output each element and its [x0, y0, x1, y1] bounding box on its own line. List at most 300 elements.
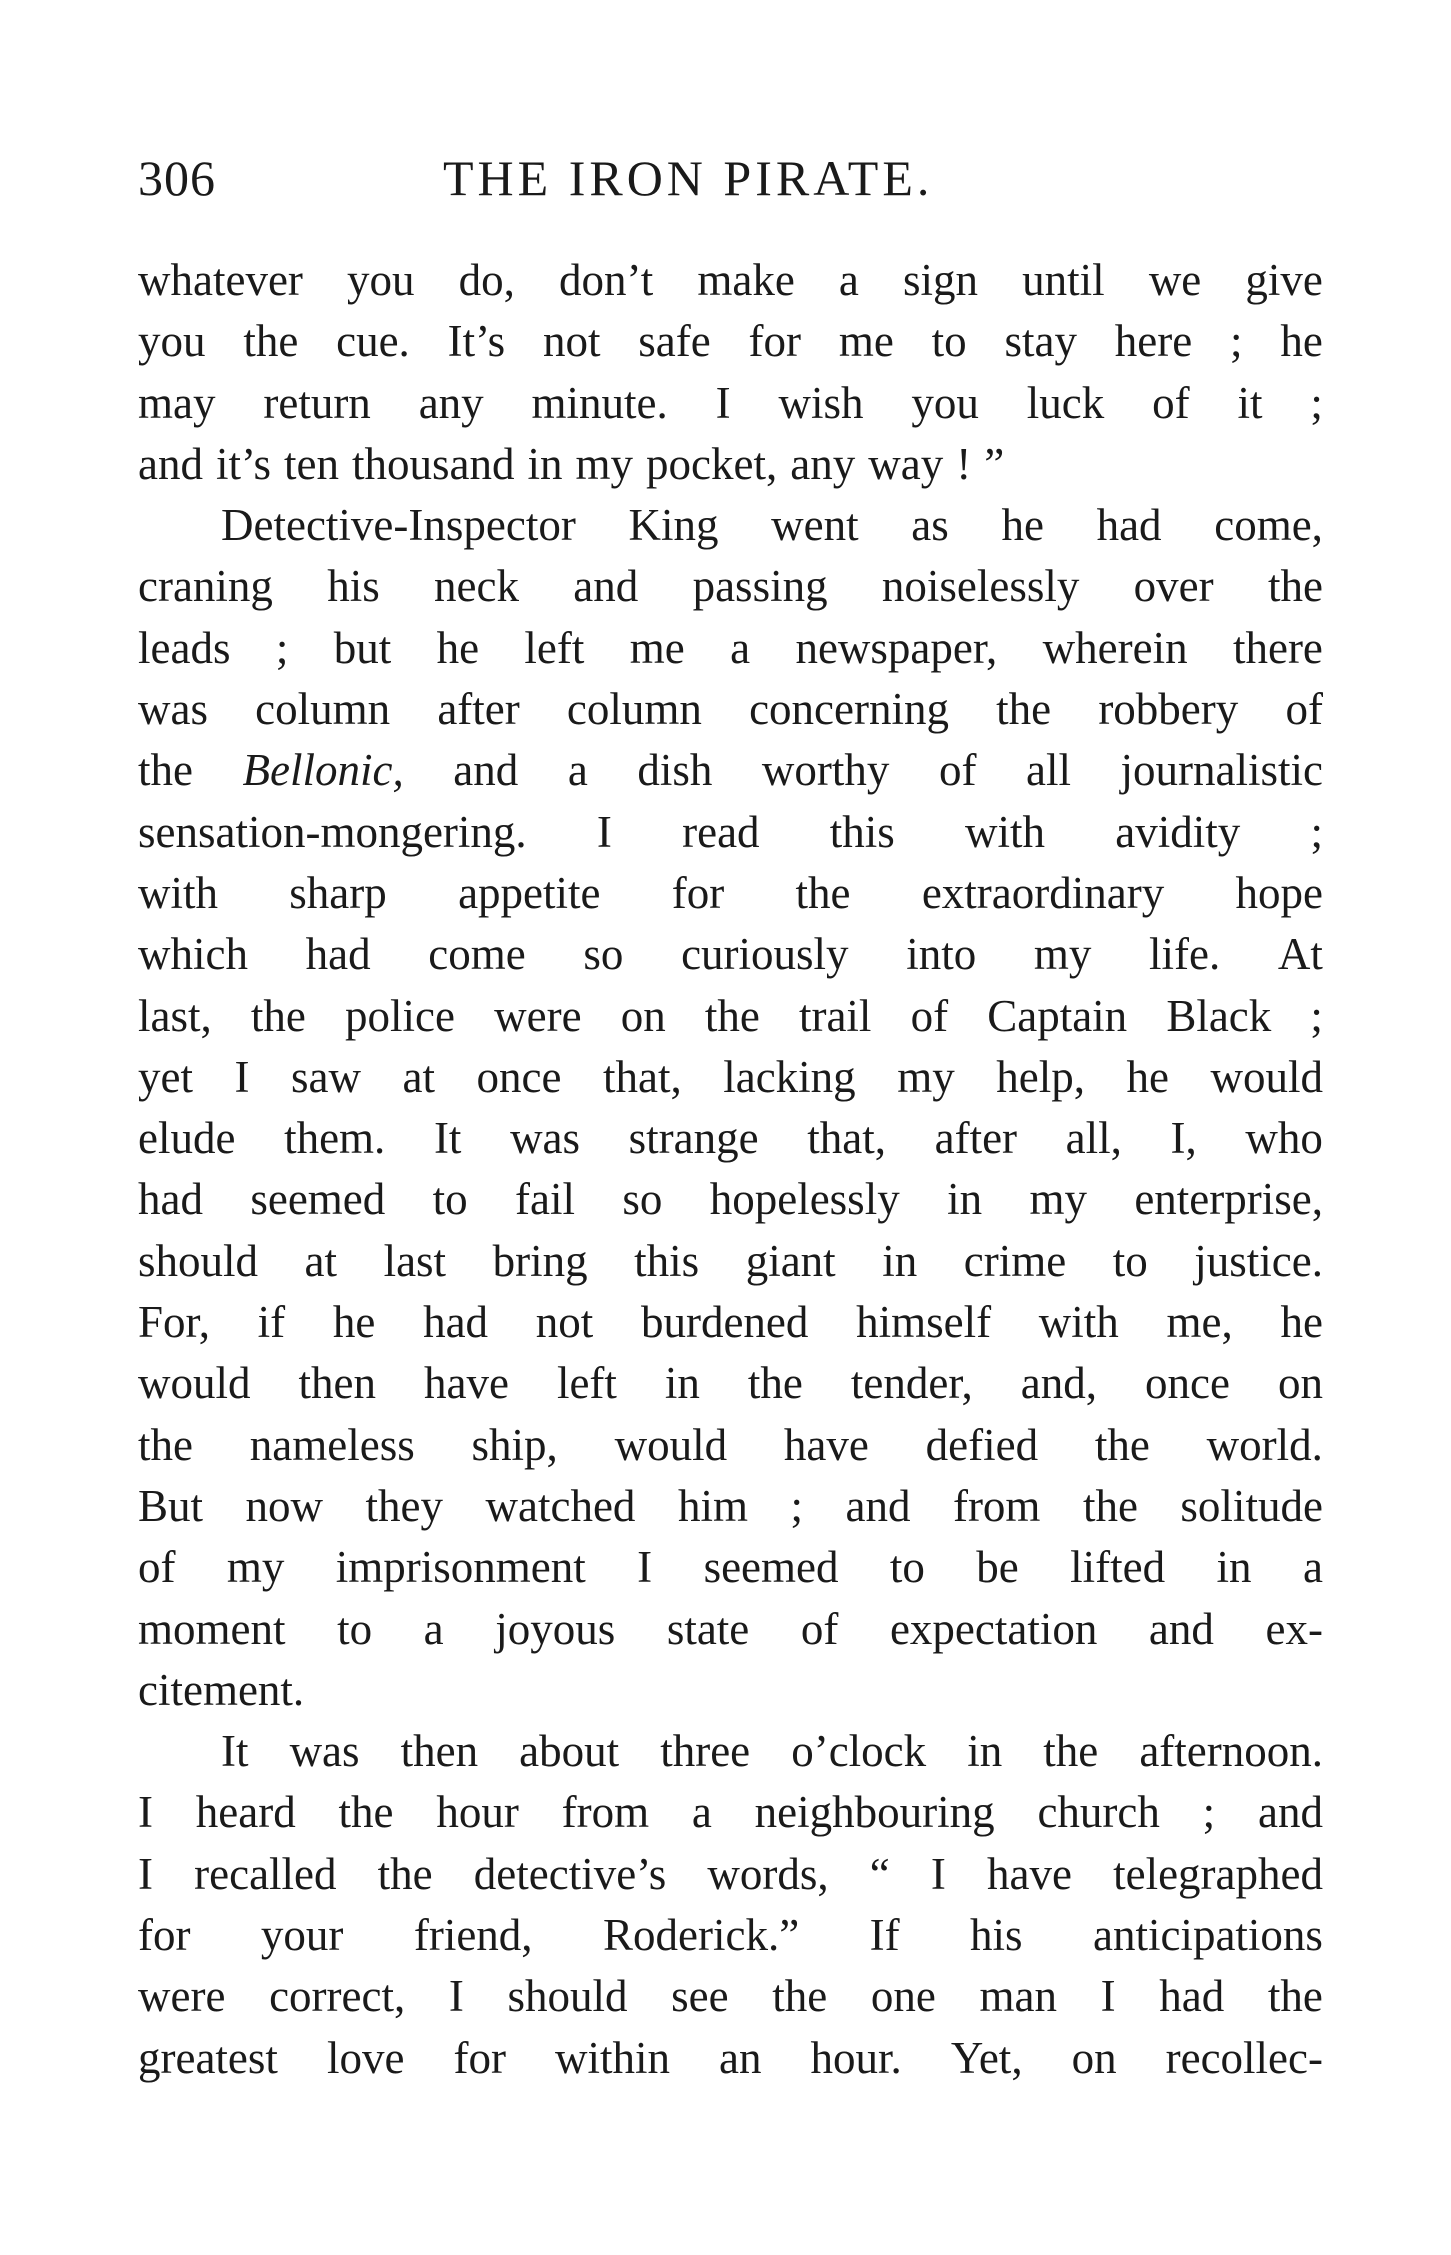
word: do,	[458, 255, 515, 305]
word: would	[1210, 1051, 1323, 1102]
word: hope	[1235, 867, 1323, 918]
word: lacking	[723, 1051, 856, 1102]
word: we	[1148, 255, 1202, 305]
word: heard	[195, 1787, 296, 1838]
word: burdened	[640, 1297, 809, 1348]
word: were	[494, 990, 582, 1041]
word: and	[1148, 1603, 1214, 1654]
word: police	[345, 990, 455, 1041]
word: For,	[138, 1297, 210, 1348]
word: he	[332, 1297, 376, 1348]
word: the	[250, 990, 306, 1041]
word: them.	[284, 1113, 386, 1164]
word: and	[573, 561, 639, 612]
word: ship,	[471, 1419, 558, 1470]
word: any	[418, 377, 484, 428]
word: ;	[1310, 377, 1323, 428]
word: your	[260, 1910, 344, 1961]
word: cue.	[336, 316, 410, 367]
word: strange	[628, 1113, 759, 1164]
word: expectation	[889, 1603, 1098, 1654]
word: man	[979, 1971, 1058, 2022]
word: bring	[492, 1235, 588, 1286]
word: see	[671, 1971, 729, 2022]
word: this	[634, 1235, 700, 1286]
word: they	[365, 1480, 444, 1531]
word: for	[748, 316, 802, 367]
ship-name-italic: Bellonic,	[242, 745, 404, 796]
word: and	[138, 438, 203, 489]
word: of	[800, 1603, 839, 1654]
word: avidity	[1115, 806, 1241, 857]
word: once	[1145, 1358, 1230, 1409]
text-line	[138, 250, 1323, 311]
word: crime	[963, 1235, 1067, 1286]
word: should	[138, 1235, 259, 1286]
word: then	[400, 1726, 479, 1777]
word: the	[704, 990, 760, 1041]
word: who	[1245, 1113, 1323, 1164]
word: Detective-Inspector	[221, 500, 576, 551]
word: craning	[138, 561, 273, 612]
word: my	[897, 1051, 955, 1102]
word: a	[567, 745, 588, 796]
word: the	[1043, 1726, 1099, 1777]
text-line	[138, 1047, 1323, 1108]
word: hour.	[810, 2032, 902, 2083]
word: church	[1037, 1787, 1160, 1838]
word: elude	[138, 1113, 236, 1164]
word: giant	[745, 1235, 836, 1286]
word: seemed	[250, 1174, 386, 1225]
word: saw	[291, 1051, 361, 1102]
line-segment: the	[138, 745, 193, 796]
word: moment	[138, 1603, 286, 1654]
word: the	[243, 316, 299, 367]
word: that,	[807, 1113, 886, 1164]
word: It	[221, 1726, 249, 1777]
word: himself	[856, 1297, 992, 1348]
word: afternoon.	[1139, 1726, 1323, 1777]
word: but	[333, 622, 392, 673]
text-line	[138, 618, 1323, 679]
word: to	[931, 316, 967, 367]
word: I	[596, 806, 612, 857]
word: hopelessly	[709, 1174, 900, 1225]
word: the	[1267, 561, 1323, 612]
text-line	[138, 1537, 1323, 1598]
word: ;	[790, 1480, 803, 1531]
text-line	[138, 2028, 1323, 2089]
word: don’t	[559, 255, 654, 305]
word: greatest	[138, 2032, 278, 2083]
word: yet	[138, 1051, 193, 1102]
word: left	[556, 1358, 617, 1409]
word: had	[1096, 500, 1162, 551]
word: “	[869, 1848, 890, 1899]
word: my	[575, 438, 634, 489]
word: I	[930, 1848, 946, 1899]
word: the	[996, 684, 1052, 735]
word: all,	[1065, 1113, 1122, 1164]
word: worthy	[761, 745, 890, 796]
word: and,	[1020, 1358, 1098, 1409]
word: in	[527, 438, 563, 489]
word: and	[1257, 1787, 1323, 1838]
word: I	[138, 1787, 153, 1838]
word: If	[869, 1910, 900, 1961]
word: his	[327, 561, 380, 612]
word: ;	[1230, 316, 1243, 367]
word: extraordinary	[921, 867, 1165, 918]
word: not	[542, 316, 601, 367]
text-line	[138, 1476, 1323, 1537]
word: had	[305, 929, 371, 980]
word: in	[664, 1358, 700, 1409]
word: all	[1026, 745, 1071, 796]
word: in	[882, 1235, 918, 1286]
running-head	[138, 138, 1323, 218]
word: wish	[778, 377, 864, 428]
word: seemed	[703, 1542, 839, 1593]
word: trail	[798, 990, 872, 1041]
word: so	[622, 1174, 663, 1225]
word: once	[476, 1051, 562, 1102]
word: neighbouring	[754, 1787, 995, 1838]
word: make	[697, 255, 795, 305]
word: ”	[984, 438, 1005, 489]
word: he	[1280, 1297, 1323, 1348]
word: an	[719, 2032, 762, 2083]
word: column	[566, 684, 702, 735]
word: sensation-mongering.	[138, 806, 527, 857]
text-line	[138, 1599, 1323, 1660]
text-line	[138, 1844, 1323, 1905]
text-line	[138, 1660, 1323, 1721]
word: three	[660, 1726, 751, 1777]
text-line	[138, 495, 1323, 556]
word: me,	[1166, 1297, 1233, 1348]
word: justice.	[1194, 1235, 1323, 1286]
word: of	[1152, 377, 1190, 428]
word: have	[987, 1848, 1072, 1899]
word: were	[138, 1971, 226, 2022]
word: was	[510, 1113, 581, 1164]
text-line	[138, 679, 1323, 740]
word: come	[428, 929, 526, 980]
text-line	[138, 1108, 1323, 1169]
word: It’s	[447, 316, 506, 367]
word: in	[967, 1726, 1003, 1777]
word: would	[138, 1358, 251, 1409]
word: him	[677, 1480, 748, 1531]
word: I,	[1170, 1113, 1197, 1164]
word: as	[911, 500, 949, 551]
word: the	[138, 1419, 193, 1470]
word: neck	[434, 561, 519, 612]
word: last,	[138, 990, 212, 1041]
word: enterprise,	[1134, 1174, 1323, 1225]
word: until	[1022, 255, 1105, 305]
word: now	[245, 1480, 324, 1531]
word: But	[138, 1480, 204, 1531]
word: of	[910, 990, 949, 1041]
word: my	[226, 1542, 285, 1593]
word: return	[263, 377, 371, 428]
word: to	[432, 1174, 468, 1225]
word: life.	[1149, 929, 1221, 980]
word: imprisonment	[335, 1542, 586, 1593]
word: Captain	[987, 990, 1128, 1041]
word: left	[524, 622, 585, 673]
word: fail	[515, 1174, 575, 1225]
word: robbery	[1098, 684, 1239, 735]
word: to	[337, 1603, 373, 1654]
word: you	[138, 316, 206, 367]
word: lifted	[1070, 1542, 1166, 1593]
word: ex-	[1265, 1603, 1323, 1654]
word: wherein	[1042, 622, 1188, 673]
word: went	[771, 500, 859, 551]
text-line	[138, 802, 1323, 863]
word: a	[1302, 1542, 1323, 1593]
word: and	[453, 745, 519, 796]
word: have	[423, 1358, 509, 1409]
text-line	[138, 556, 1323, 617]
word: love	[326, 2032, 405, 2083]
text-line	[138, 863, 1323, 924]
word: I	[715, 377, 731, 428]
word: leads	[138, 622, 231, 673]
word: dish	[637, 745, 713, 796]
text-line	[138, 373, 1323, 434]
word: !	[956, 438, 972, 489]
word: sign	[903, 255, 979, 305]
text-line	[138, 1353, 1323, 1414]
word: he	[1001, 500, 1044, 551]
word: had	[1159, 1971, 1225, 2022]
word: ;	[275, 622, 289, 673]
word: the	[1094, 1419, 1150, 1470]
word: the	[1267, 1971, 1323, 2022]
word: he	[1280, 316, 1323, 367]
word: recalled	[194, 1848, 337, 1899]
word: detective’s	[473, 1848, 667, 1899]
word: recollec-	[1165, 2032, 1323, 2083]
word: you	[911, 377, 979, 428]
word: watched	[485, 1480, 636, 1531]
word: with	[965, 806, 1046, 857]
word: Roderick.”	[603, 1910, 800, 1961]
word: and	[845, 1480, 911, 1531]
word: to	[1112, 1235, 1148, 1286]
word: column	[255, 684, 391, 735]
word: help,	[996, 1051, 1085, 1102]
text-line	[138, 924, 1323, 985]
word: that,	[602, 1051, 682, 1102]
word: ;	[1310, 806, 1323, 857]
word: anticipations	[1092, 1910, 1323, 1961]
word: into	[906, 929, 977, 980]
word: a	[730, 622, 751, 673]
word: after	[437, 684, 520, 735]
word: a	[423, 1603, 444, 1654]
word: from	[952, 1480, 1041, 1531]
word: thousand	[352, 438, 515, 489]
word: telegraphed	[1113, 1848, 1323, 1899]
text-line	[138, 986, 1323, 1047]
word: the	[1082, 1480, 1138, 1531]
word: me	[838, 316, 894, 367]
word: the	[772, 1971, 828, 2022]
word: noiselessly	[881, 561, 1080, 612]
word: Black	[1166, 990, 1272, 1041]
word: my	[1029, 1174, 1087, 1225]
word: I	[1100, 1971, 1116, 2022]
word: in	[1216, 1542, 1252, 1593]
word: minute.	[531, 377, 668, 428]
text-line	[138, 434, 1323, 495]
word: ;	[1310, 990, 1323, 1041]
word: from	[561, 1787, 650, 1838]
word: which	[138, 929, 248, 980]
word: in	[947, 1174, 983, 1225]
word: a	[691, 1787, 712, 1838]
word: citement.	[138, 1664, 305, 1715]
word: o’clock	[791, 1726, 927, 1777]
word: It	[433, 1113, 462, 1164]
word: I	[637, 1542, 653, 1593]
word: any	[790, 438, 856, 489]
word: his	[970, 1910, 1023, 1961]
word: may	[138, 377, 216, 428]
word: appetite	[458, 867, 601, 918]
word: with	[1038, 1297, 1119, 1348]
word: hour	[436, 1787, 519, 1838]
word: tender,	[850, 1358, 973, 1409]
text-line	[138, 1966, 1323, 2027]
word: nameless	[249, 1419, 415, 1470]
word: words,	[707, 1848, 829, 1899]
word: my	[1033, 929, 1092, 980]
word: come,	[1214, 500, 1323, 551]
word: correct,	[269, 1971, 406, 2022]
word: for	[138, 1910, 191, 1961]
word: after	[934, 1113, 1018, 1164]
word: it’s	[215, 438, 272, 489]
text-line	[138, 1415, 1323, 1476]
word: the	[795, 867, 851, 918]
word: the	[377, 1848, 433, 1899]
word: he	[1126, 1051, 1169, 1102]
word: pocket,	[646, 438, 778, 489]
word: the	[338, 1787, 394, 1838]
word: was	[138, 684, 208, 735]
word: luck	[1026, 377, 1105, 428]
word: world.	[1206, 1419, 1323, 1470]
word: at	[402, 1051, 435, 1102]
word: over	[1133, 561, 1214, 612]
word: be	[976, 1542, 1019, 1593]
word: on	[1071, 2032, 1117, 2083]
word: then	[298, 1358, 376, 1409]
word: stay	[1004, 316, 1077, 367]
word: sharp	[289, 867, 387, 918]
word: of	[938, 745, 977, 796]
word: so	[583, 929, 624, 980]
word: passing	[692, 561, 828, 612]
word: friend,	[413, 1910, 533, 1961]
word: I	[448, 1971, 464, 2022]
word: not	[535, 1297, 594, 1348]
word: on	[1277, 1358, 1323, 1409]
word: I	[234, 1051, 250, 1102]
word: on	[620, 990, 666, 1041]
text-line	[138, 311, 1323, 372]
word: have	[783, 1419, 869, 1470]
word: King	[628, 500, 719, 551]
word: me	[629, 622, 685, 673]
word: within	[554, 2032, 670, 2083]
word: should	[507, 1971, 628, 2022]
word: it	[1237, 377, 1263, 428]
word: had	[423, 1297, 489, 1348]
word: he	[436, 622, 480, 673]
word: whatever	[138, 255, 303, 305]
word: would	[614, 1419, 728, 1470]
word: you	[347, 255, 415, 305]
text-line	[138, 1292, 1323, 1353]
text-line	[138, 1905, 1323, 1966]
word: last	[383, 1235, 447, 1286]
word: I	[138, 1848, 153, 1899]
text-line-with-italic	[138, 740, 1323, 801]
word: the	[747, 1358, 803, 1409]
word: state	[666, 1603, 750, 1654]
word: a	[838, 255, 859, 305]
word: safe	[638, 316, 711, 367]
word: had	[138, 1174, 203, 1225]
word: with	[138, 867, 219, 918]
word: ten	[284, 438, 339, 489]
word: way	[868, 438, 944, 489]
word: of	[1285, 684, 1323, 735]
word: at	[304, 1235, 338, 1286]
word: if	[257, 1297, 286, 1348]
word: ;	[1202, 1787, 1216, 1838]
word: Yet,	[950, 2032, 1023, 2083]
word: journalistic	[1120, 745, 1323, 796]
word: there	[1232, 622, 1323, 673]
word: this	[829, 806, 895, 857]
text-line	[138, 1169, 1323, 1230]
word: to	[889, 1542, 925, 1593]
text-line	[138, 1721, 1323, 1782]
word: give	[1245, 255, 1323, 305]
word: defied	[925, 1419, 1039, 1470]
word: here	[1114, 316, 1193, 367]
word: for	[453, 2032, 506, 2083]
word: curiously	[681, 929, 849, 980]
word: was	[289, 1726, 360, 1777]
word: one	[870, 1971, 936, 2022]
word: of	[138, 1542, 176, 1593]
page-number: 306	[138, 150, 216, 206]
text-line	[138, 1782, 1323, 1843]
text-line	[138, 1231, 1323, 1292]
word: At	[1277, 929, 1323, 980]
word: read	[682, 806, 760, 857]
